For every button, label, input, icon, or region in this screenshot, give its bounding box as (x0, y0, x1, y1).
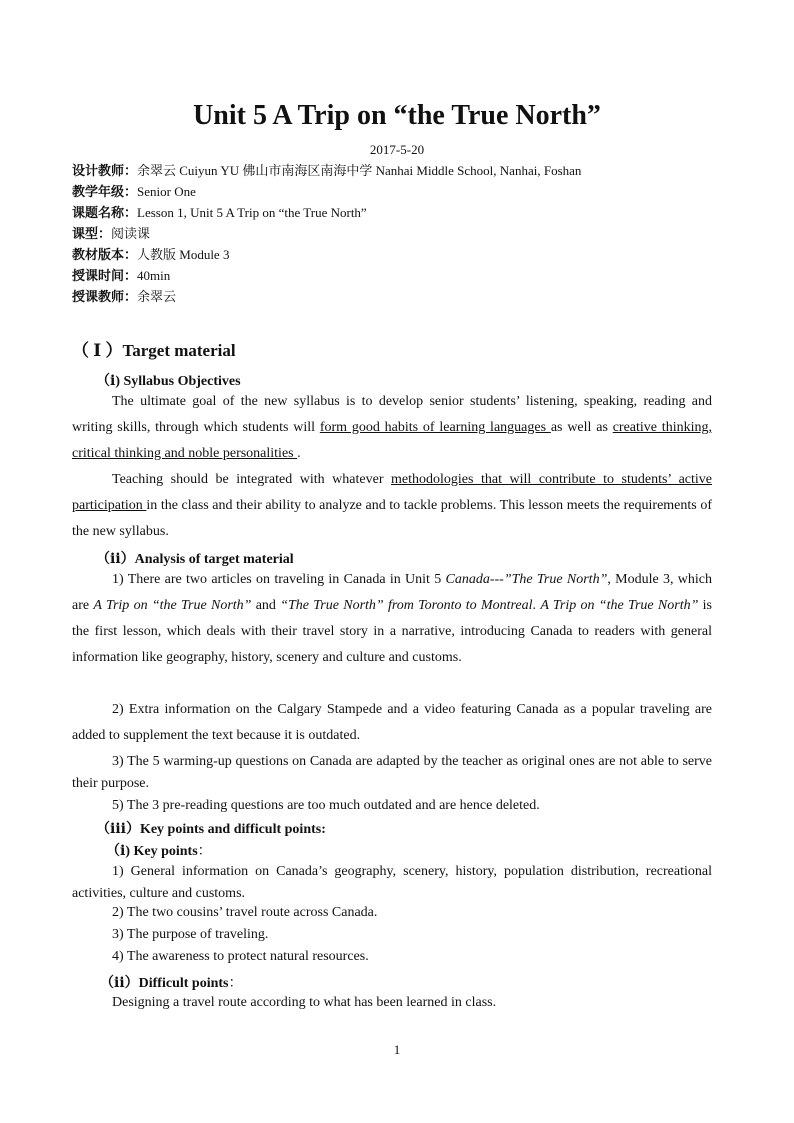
text: ： (228, 976, 243, 991)
meta-designer-value: 余翠云 Cuiyun YU 佛山市南海区南海中学 Nanhai Middle School, Nanhai, Foshan (137, 163, 582, 178)
meta-textbook (72, 244, 229, 263)
italic-text: “The True North” from Toronto to Montreal (280, 598, 533, 613)
document-title: Unit 5 A Trip on “the True North” (193, 100, 601, 131)
text: . (532, 598, 541, 613)
difficult-point-1: Designing a travel route according to what has been learned in class. (112, 995, 497, 1010)
meta-teacher (72, 286, 176, 305)
meta-designer (72, 160, 581, 179)
heading-key-points: （ⅲ）Key points and difficult points: (96, 822, 326, 837)
text: （ⅱ）Difficult points (100, 976, 229, 991)
meta-grade (72, 181, 196, 200)
meta-textbook-key: 教材版本： (72, 248, 138, 263)
key-point-1: 1) General information on Canada’s geography, scenery, history, population distribution, recreational activities, culture and customs. (72, 864, 712, 901)
text: as well as (550, 420, 613, 435)
meta-time-value: 40min (137, 268, 171, 283)
paragraph-syllabus-1 (72, 389, 712, 467)
text: 1) There are two articles on traveling in Canada in Unit 5 (112, 572, 446, 587)
meta-lesson-key: 课题名称： (72, 206, 138, 221)
meta-grade-value: Senior One (137, 184, 196, 199)
italic-text: Canada---”The True North” (445, 572, 608, 587)
paragraph-analysis-5: 5) The 3 pre-reading questions are too much outdated and are hence deleted. (112, 798, 540, 813)
paragraph-analysis-2: 2) Extra information on the Calgary Stampede and a video featuring Canada as a popular traveling are added to supplement the text because it is outdated. (72, 702, 712, 743)
meta-time-key: 授课时间： (72, 269, 138, 284)
meta-textbook-value: 人教版 Module 3 (137, 247, 230, 262)
italic-text: A Trip on “the True North” (93, 598, 252, 613)
document-date: 2017-5-20 (369, 142, 425, 157)
meta-lesson (72, 202, 367, 221)
meta-time (72, 265, 170, 284)
text: in the class and their ability to analyze and to tackle problems. This lesson meets the requirements of the new syllabus. (72, 498, 712, 539)
subheading-difficult-points (100, 972, 242, 992)
paragraph-syllabus-2 (72, 467, 712, 545)
page-number: 1 (393, 1042, 401, 1057)
subheading-key-points (106, 840, 212, 860)
text: . (297, 446, 301, 461)
key-point-3: 3) The purpose of traveling. (112, 927, 269, 942)
text: （ⅰ) Key points (106, 844, 198, 859)
text: ： (197, 844, 212, 859)
underlined-text: form good habits of learning languages (319, 420, 551, 435)
heading-syllabus-objectives: （ⅰ) Syllabus Objectives (96, 374, 241, 389)
paragraph-analysis-1 (72, 567, 712, 671)
key-point-2: 2) The two cousins’ travel route across Canada. (112, 905, 378, 920)
text: , Module 3, which are (72, 572, 713, 613)
section-heading-target-material: （ Ⅰ ）Target material (72, 341, 236, 360)
text: is the first lesson, which deals with their travel story in a narrative, introducing Canada to readers with general information like geography, history, scenery and culture and customs. (72, 598, 712, 665)
meta-teacher-key: 授课教师： (72, 290, 138, 305)
meta-grade-key: 教学年级： (72, 185, 138, 200)
text: The ultimate goal of the new syllabus is to develop senior students’ listening, speaking, reading and writing skills, through which students will (72, 394, 712, 435)
heading-analysis: （ⅱ）Analysis of target material (96, 552, 294, 567)
meta-type-key: 课型： (72, 227, 112, 242)
meta-lesson-value: Lesson 1, Unit 5 A Trip on “the True North” (137, 205, 367, 220)
meta-teacher-value: 余翠云 (137, 289, 177, 304)
underlined-text: creative thinking, critical thinking and noble personalities (72, 420, 712, 461)
meta-type (72, 223, 150, 242)
text: Teaching should be integrated with whatever (112, 472, 392, 487)
text: and (251, 598, 281, 613)
underlined-text: methodologies that will contribute to students’ active participation (72, 472, 712, 513)
paragraph-analysis-3: 3) The 5 warming-up questions on Canada are adapted by the teacher as original ones are not able to serve their purpose. (72, 754, 712, 791)
meta-type-value: 阅读课 (111, 226, 151, 241)
meta-designer-key: 设计教师： (72, 164, 138, 179)
key-point-4: 4) The awareness to protect natural resources. (112, 949, 369, 964)
italic-text: A Trip on “the True North” (540, 598, 699, 613)
